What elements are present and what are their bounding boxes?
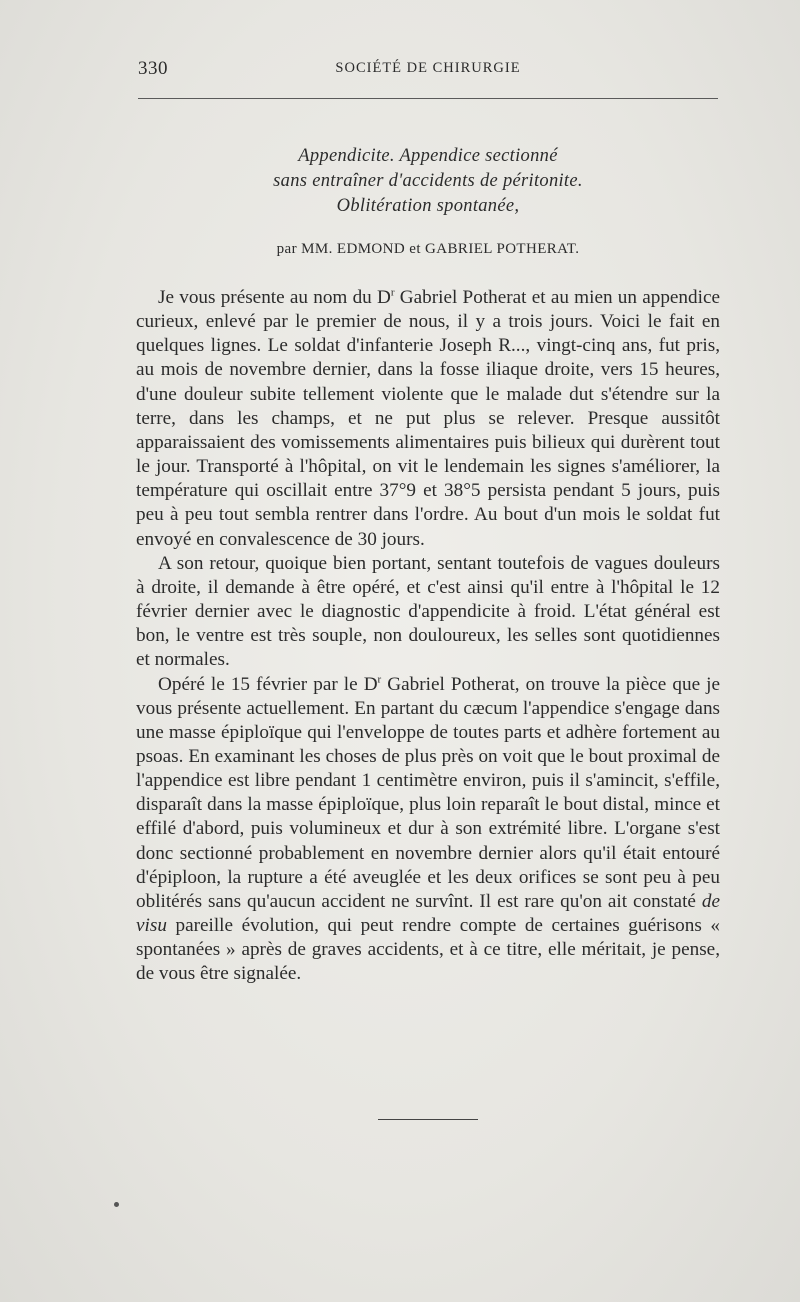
authors-line: par MM. EDMOND et GABRIEL POTHERAT. — [276, 241, 580, 257]
running-head: SOCIÉTÉ DE CHIRURGIE — [335, 60, 521, 76]
header-rule — [138, 98, 718, 99]
article-body — [136, 286, 720, 987]
article-title — [138, 144, 718, 219]
paragraph-3-text-a: Opéré le 15 février par le D — [158, 673, 378, 695]
title-line-1: Appendicite. Appendice sectionné — [298, 146, 558, 166]
title-line-2: sans entraîner d'accidents de péritonite. — [273, 171, 583, 191]
closing-rule — [378, 1119, 478, 1120]
paragraph-3-superscript: r — [377, 673, 382, 686]
title-line-3: Oblitération spontanée, — [336, 196, 520, 216]
page-number: 330 — [138, 58, 168, 79]
paragraph-1-superscript: r — [390, 286, 395, 299]
paragraph-2: A son retour, quoique bien portant, sentant toutefois de vagues douleurs à droite, il demande à être opéré, et c'est ainsi qu'il entre à l'hôpital le 12 février dernier avec le diagnostic d'appendicite à froid. L'état général est bon, le ventre est très souple, non douloureux, les selles sont quotidiennes et normales. — [136, 552, 720, 671]
paragraph-1-text-b: Gabriel Potherat et au mien un appendice curieux, enlevé par le premier de nous, il y a trois jours. Voici le fait en quelques lignes. Le soldat d'infanterie Joseph R..., vingt-cinq ans, fut pris, au mois de novembre dernier, dans la fosse iliaque droite, vers 15 heures, d'une douleur subite tellement violente que le malade dut s'étendre sur la terre, dans les champs, et ne put plus se relever. Presque aussitôt apparaissaient des vomissements alimentaires puis bilieux qui durèrent tout le jour. Transporté à l'hôpital, on vit le lendemain les signes s'améliorer, la température qui oscillait entre 37°9 et 38°5 persista pendant 5 jours, puis peu à peu tout sembla rentrer dans l'ordre. Au bout d'un mois le soldat fut envoyé en convalescence de 30 jours. — [136, 287, 720, 550]
paragraph-1-text-a: Je vous présente au nom du D — [158, 287, 391, 308]
paragraph-3-text-b: Gabriel Potherat, on trouve la pièce que je vous présente actuellement. En partant du cæcum l'appendice s'engage dans une masse épiploïque qui l'enveloppe de toutes parts et adhère fortement au psoas. En examinant les choses de plus près on voit que le bout proximal de l'appendice est libre pendant 1 centimètre environ, puis il s'amincit, s'effile, disparaît dans la masse épiploïque, plus loin reparaît le bout distal, mince et effilé d'abord, puis volumineux et dur à son extrémité libre. L'organe s'est donc sectionné probablement en novembre dernier alors qu'il était entouré d'épiploon, la rupture a été aveuglée et les deux orifices se sont peu à peu oblitérés sans qu'aucun accident ne survînt. Il est rare qu'on ait constaté — [136, 673, 720, 912]
paragraph-3 — [136, 673, 720, 987]
paragraph-3-italic: de visu — [136, 890, 720, 937]
page-header — [138, 58, 718, 86]
ink-speck — [114, 1202, 119, 1207]
paragraph-1 — [136, 286, 720, 552]
paragraph-3-text-c: pareille évolution, qui peut rendre compte de certaines guérisons « spontanées » après de graves accidents, et à ce titre, elle méritait, je pense, de vous être signalée. — [136, 915, 720, 985]
